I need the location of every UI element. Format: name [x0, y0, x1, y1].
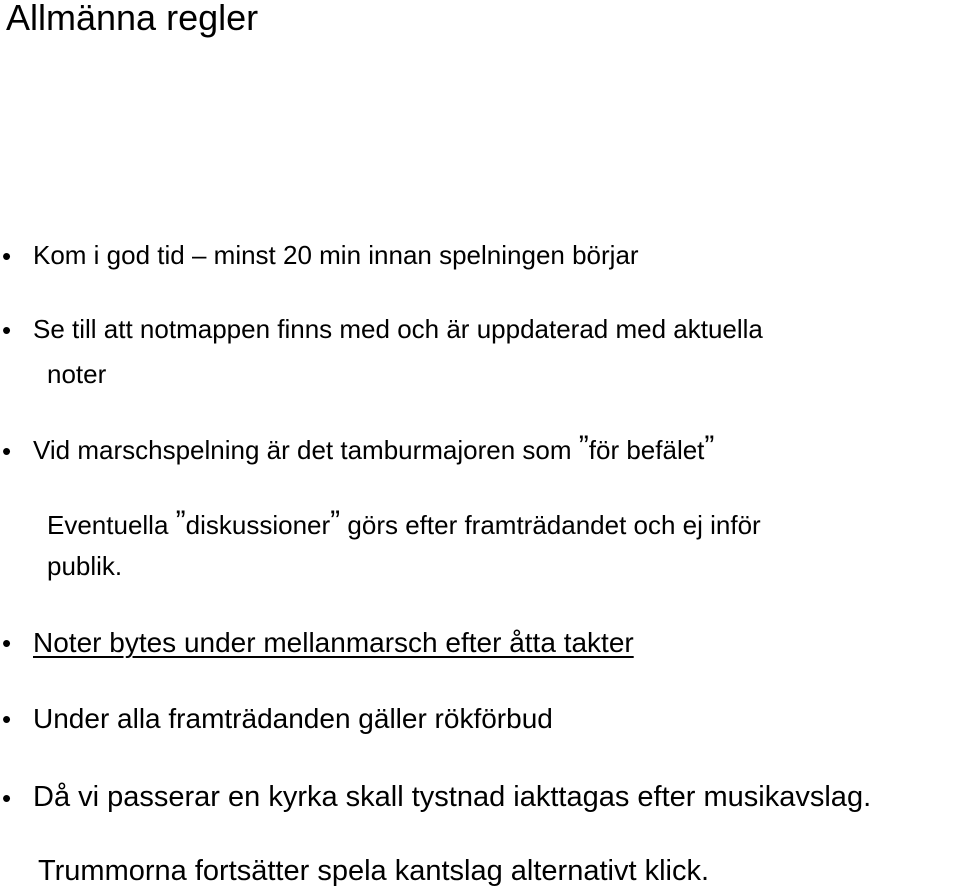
- rule-church-silence: Då vi passerar en kyrka skall tystnad iakttagas efter musikavslag.: [33, 781, 872, 813]
- open-quote: ”: [578, 430, 589, 463]
- rule-drums-continue: Trummorna fortsätter spela kantslag alternativt klick.: [38, 855, 710, 887]
- rule-discussions-line2: publik.: [47, 551, 123, 581]
- bullet-icon: •: [2, 315, 12, 345]
- rule-discussions-line1: Eventuella ”diskussioner” görs efter framträdandet och ej inför: [47, 505, 761, 540]
- rule-change-notes: Noter bytes under mellanmarsch efter åtta takter: [33, 627, 634, 658]
- rule-arrive-early: Kom i god tid – minst 20 min innan spelningen börjar: [33, 240, 639, 270]
- rule-no-smoking: Under alla framträdanden gäller rökförbud: [33, 703, 553, 734]
- close-quote: ”: [330, 505, 341, 538]
- bullet-icon: •: [2, 436, 12, 466]
- rule-music-folder-line1: Se till att notmappen finns med och är uppdaterad med aktuella: [33, 314, 763, 344]
- open-quote: ”: [175, 505, 186, 538]
- rule-drum-major: Vid marschspelning är det tamburmajoren som ”för befälet”: [33, 430, 715, 465]
- bullet-icon: •: [2, 783, 12, 813]
- close-quote: ”: [704, 430, 715, 463]
- rule-music-folder-line2: noter: [47, 359, 107, 389]
- slide-title: Allmänna regler: [6, 0, 259, 38]
- bullet-icon: •: [2, 628, 12, 658]
- bullet-icon: •: [2, 704, 12, 734]
- bullet-icon: •: [2, 241, 12, 271]
